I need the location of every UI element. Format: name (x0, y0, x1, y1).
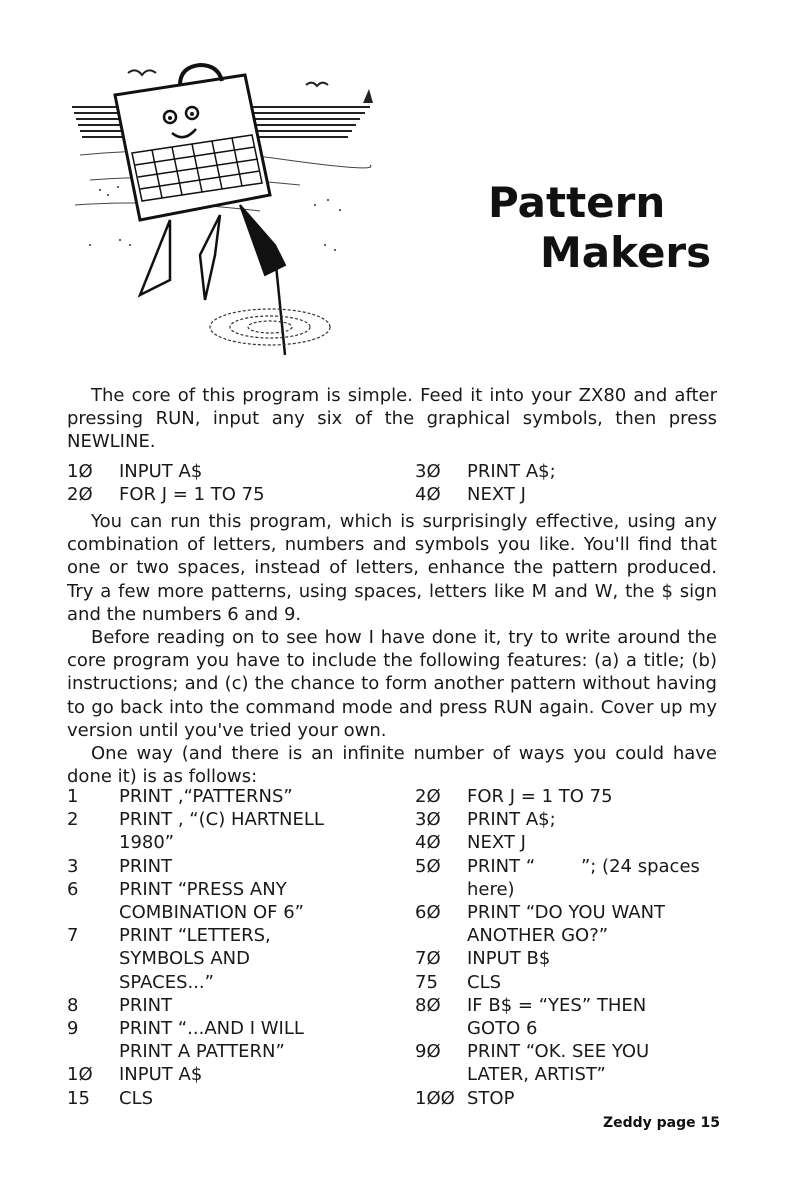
line-number: 15 (67, 1087, 90, 1109)
listing-left-column (67, 785, 397, 1110)
code-statement: COMBINATION OF 6” (119, 902, 304, 924)
listing-entry (415, 994, 727, 1040)
paragraph-explanation: You can run this program, which is surprisingly effective, using any combination of letters, numbers and symbols you like. You'll find that one or two spaces, instead of letters, enhance the pattern produced. Try a few more patterns, using spaces, letters like M and W, the $ sign and the numbers 6 and 9. (67, 511, 717, 625)
listing-entry (415, 1087, 727, 1110)
title-line-2: Makers (540, 228, 712, 277)
line-number: 7 (67, 925, 79, 947)
code-statement: SPACES...” (119, 971, 214, 993)
line-number: 7Ø (415, 948, 441, 970)
code-statement: INPUT A$ (119, 461, 203, 482)
zx80-beach-illustration (60, 55, 390, 360)
page-footer: Zeddy page 15 (602, 1115, 720, 1131)
code-statement: FOR J = 1 TO 75 (467, 786, 613, 807)
line-number: 4Ø (415, 832, 441, 854)
line-number: 8 (67, 994, 79, 1016)
listing-entry (415, 808, 727, 831)
line-number: 2Ø (415, 786, 441, 807)
line-number: 2 (67, 809, 79, 831)
listing-entry (415, 785, 727, 808)
line-number: 9Ø (415, 1041, 441, 1063)
code-statement: PRINT ,“PATTERNS” (119, 786, 293, 807)
line-number: 1 (67, 786, 79, 807)
line-number: 1Ø (67, 461, 93, 482)
code-statement: PRINT A$; (467, 461, 556, 482)
code-statement: SYMBOLS AND (119, 948, 250, 970)
listing-entry (67, 1017, 397, 1063)
line-number: 3 (67, 855, 79, 877)
code-statement: PRINT “ ”; (24 spaces (467, 855, 700, 877)
line-number: 4Ø (415, 484, 441, 506)
bird-icon (306, 83, 328, 86)
code-statement: IF B$ = “YES” THEN (467, 994, 647, 1016)
listing-entry (67, 878, 397, 924)
code-statement: NEXT J (467, 832, 526, 854)
sailboat-icon (363, 89, 373, 103)
code-row (67, 460, 717, 483)
code-statement: PRINT “LETTERS, (119, 925, 271, 947)
line-number: 3Ø (415, 809, 441, 831)
line-number: 75 (415, 971, 438, 993)
line-number: 5Ø (415, 855, 441, 877)
ripples (210, 309, 330, 345)
code-statement: PRINT A PATTERN” (119, 1041, 285, 1063)
listing-entry (67, 808, 397, 854)
listing-entry (415, 901, 727, 947)
code-statement: CLS (467, 971, 502, 993)
code-statement: CLS (119, 1087, 154, 1109)
code-statement: PRINT “...AND I WILL (119, 1018, 304, 1040)
listing-entry (67, 994, 397, 1017)
body-text-block (67, 510, 717, 788)
listing-entry (67, 1063, 397, 1086)
code-statement: PRINT (119, 855, 173, 877)
listing-entry (67, 785, 397, 808)
code-statement: NEXT J (467, 484, 526, 506)
code-statement: LATER, ARTIST” (467, 1064, 606, 1086)
code-statement: GOTO 6 (467, 1018, 538, 1040)
line-number: 1Ø (67, 1064, 93, 1086)
page-title (440, 178, 730, 278)
code-statement: PRINT (119, 994, 173, 1016)
listing-entry (415, 971, 727, 994)
paragraph-intro: The core of this program is simple. Feed it into your ZX80 and after pressing RUN, input any six of the graphical symbols, then press NEWLINE. (67, 385, 717, 453)
code-statement: STOP (467, 1087, 515, 1109)
listing-entry (415, 855, 727, 901)
code-statement: here) (467, 878, 515, 900)
listing-entry (67, 924, 397, 994)
code-statement: 1980” (119, 832, 175, 854)
line-number: 9 (67, 1018, 79, 1040)
bird-icon (128, 70, 156, 75)
line-number: 6Ø (415, 902, 441, 924)
line-number: 2Ø (67, 484, 93, 506)
code-statement: PRINT “OK. SEE YOU (467, 1041, 650, 1063)
listing-entry (67, 855, 397, 878)
line-number: 8Ø (415, 994, 441, 1016)
line-number: 1ØØ (415, 1087, 455, 1109)
core-program (67, 460, 717, 506)
code-statement: INPUT A$ (119, 1064, 203, 1086)
listing-entry (415, 831, 727, 854)
paragraph-challenge: Before reading on to see how I have done it, try to write around the core program you have to include the following features: (a) a title; (b) instructions; and (c) the chance to form another pattern without having to go back into the command mode and press RUN again. Cover up my version until you've tried your own. (67, 627, 717, 741)
listing-entry (67, 1087, 397, 1110)
paragraph-solution-intro: One way (and there is an infinite number of ways you could have done it) is as follows: (67, 743, 717, 788)
intro-paragraph-block (67, 384, 717, 454)
code-statement: PRINT A$; (467, 809, 556, 831)
listing-entry (415, 1040, 727, 1086)
code-statement: PRINT “DO YOU WANT (467, 902, 666, 924)
code-statement: INPUT B$ (467, 948, 551, 970)
title-line-1: Pattern (488, 178, 666, 227)
code-statement: PRINT , “(C) HARTNELL (119, 809, 324, 831)
listing-entry (415, 947, 727, 970)
code-statement: ANOTHER GO?” (467, 925, 609, 947)
code-statement: PRINT “PRESS ANY (119, 878, 287, 900)
listing-right-column (415, 785, 727, 1110)
line-number: 6 (67, 878, 79, 900)
zx80-computer-icon (115, 65, 285, 355)
code-statement: FOR J = 1 TO 75 (119, 484, 265, 506)
code-row (67, 483, 717, 506)
line-number: 3Ø (415, 461, 441, 482)
